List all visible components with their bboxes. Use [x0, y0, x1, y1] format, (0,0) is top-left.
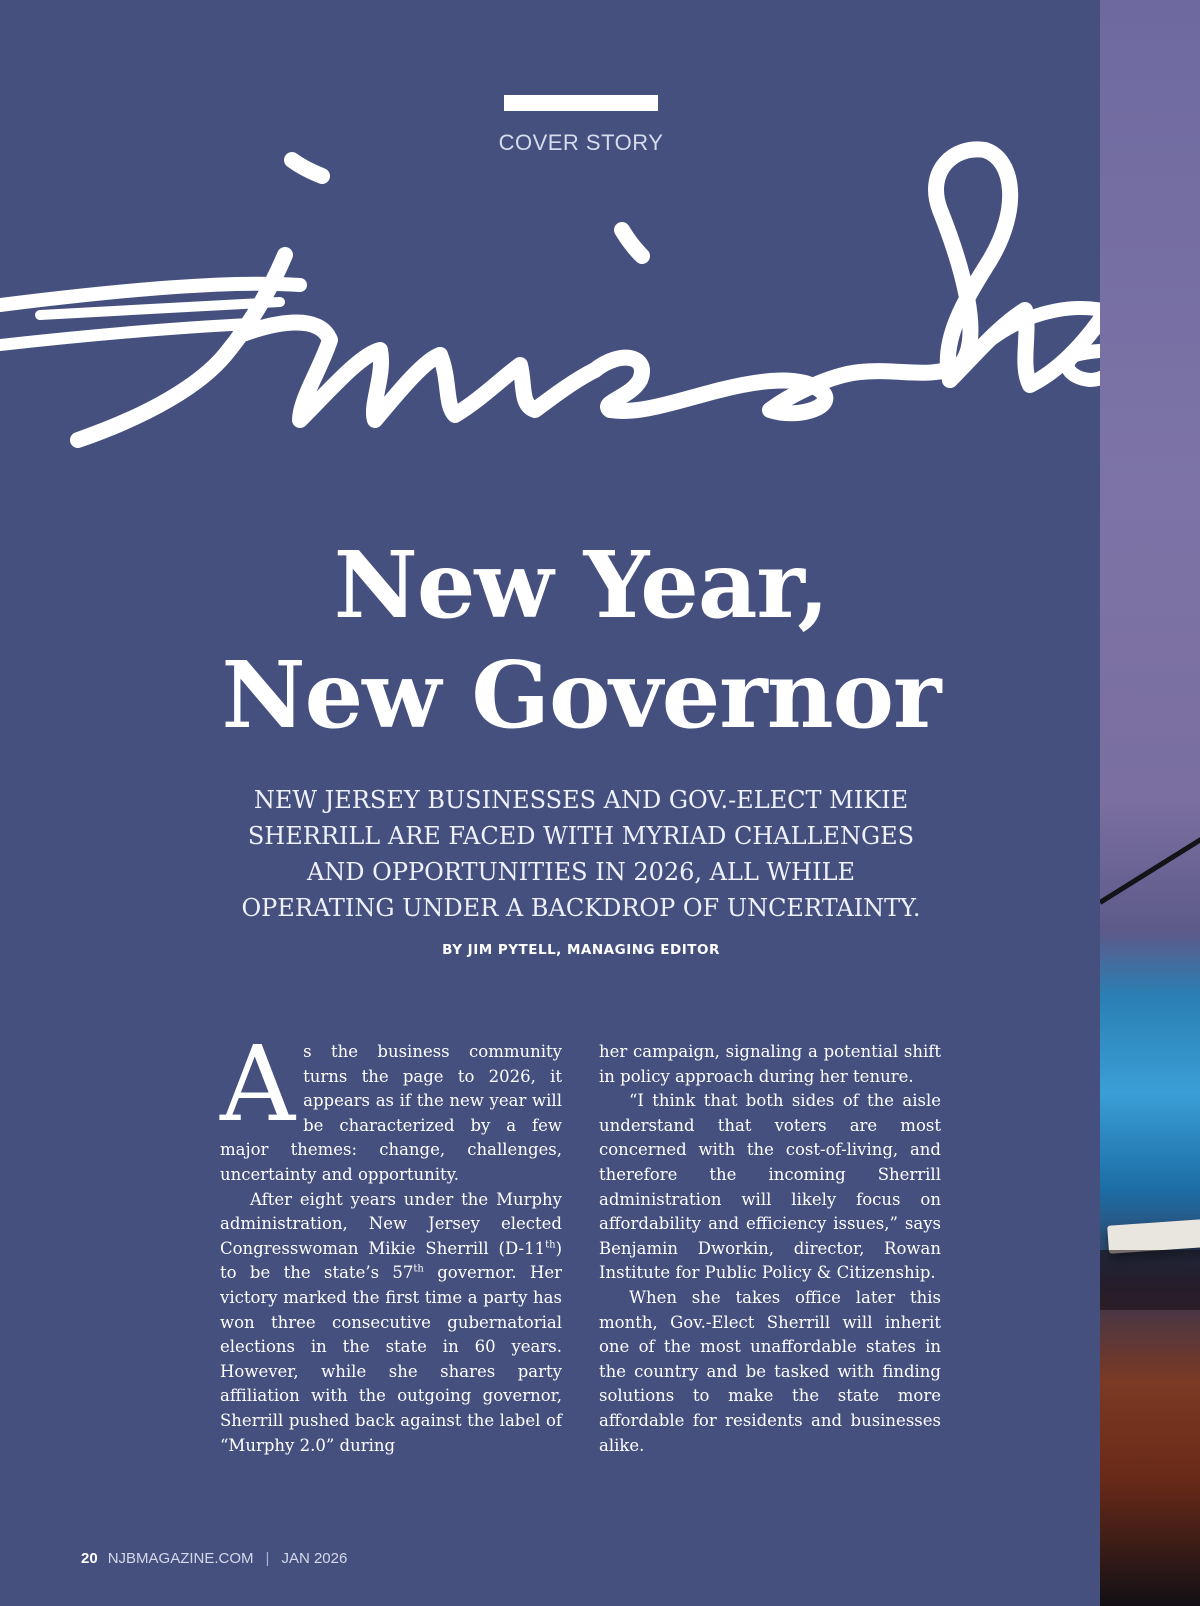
headline [180, 530, 982, 750]
paragraph-2-text-a: After eight years under the Murphy administration, New Jersey elected Congresswoman Mikie Sherrill (D-11 [220, 1189, 562, 1258]
ordinal-suffix: th [413, 1263, 424, 1275]
page-footer [81, 1550, 347, 1567]
section-kicker: COVER STORY [498, 130, 664, 155]
deck-line-2: SHERRILL ARE FACED WITH MYRIAD CHALLENGES [247, 822, 915, 850]
deck-line-4: OPERATING UNDER A BACKDROP OF UNCERTAINTY. [241, 894, 921, 922]
paragraph-2-text-c: governor. Her victory marked the first time a party has won three consecutive gubernatorial elections in the state in 60 years. However, while she shares party affiliation with the outgoing governor, Sherrill pushed back against the label of “Murphy 2.0” during [220, 1263, 562, 1455]
article-column-right [599, 1040, 941, 1458]
paragraph-3: “I think that both sides of the aisle understand that voters are most concerned with the cost-of-living, and therefore the incoming Sherrill administration will likely focus on affordability and efficiency issues,” says Benjamin Dworkin, director, Rowan Institute for Public Policy & Citizenship. [599, 1091, 941, 1283]
deck-line-3: AND OPPORTUNITIES IN 2026, ALL WHILE [306, 858, 856, 886]
paragraph-1 [220, 1023, 562, 1188]
headline-line-2: New Governor [221, 641, 941, 749]
pen-shape [1100, 826, 1200, 904]
paragraph-2-continued: her campaign, signaling a potential shift in policy approach during her tenure. [599, 1042, 941, 1086]
deck-line-1: NEW JERSEY BUSINESSES AND GOV.-ELECT MIKIE [253, 786, 909, 814]
paragraph-2-text-b: ) to be the state’s 57 [220, 1238, 562, 1283]
footer-issue: JAN 2026 [281, 1550, 348, 1567]
signature-graphic [0, 140, 1100, 470]
deck [230, 782, 932, 926]
paragraph-2 [220, 1188, 562, 1459]
article-column-left [220, 1023, 562, 1458]
kicker-rule [504, 95, 658, 111]
footer-site: NJBMAGAZINE.COM [107, 1550, 254, 1567]
page-number: 20 [81, 1550, 98, 1567]
drop-cap: A [220, 1023, 296, 1145]
headline-line-1: New Year, [333, 531, 829, 639]
byline: BY JIM PYTELL, MANAGING EDITOR [442, 942, 720, 958]
book-shape [1107, 1218, 1200, 1254]
paragraph-1-text: s the business community turns the page to 2026, it appears as if the new year will be characterized by a few major themes: change, challenges, uncertainty and opportunity. [220, 1042, 562, 1184]
footer-separator: | [265, 1550, 270, 1567]
cover-photo-edge [1100, 0, 1200, 1606]
shadow-shape [1100, 1250, 1200, 1310]
paragraph-4: When she takes office later this month, Gov.-Elect Sherrill will inherit one of the most unaffordable states in the country and be tasked with finding solutions to make the state more affordable for residents and businesses alike. [599, 1287, 941, 1455]
ordinal-suffix: th [545, 1239, 556, 1251]
